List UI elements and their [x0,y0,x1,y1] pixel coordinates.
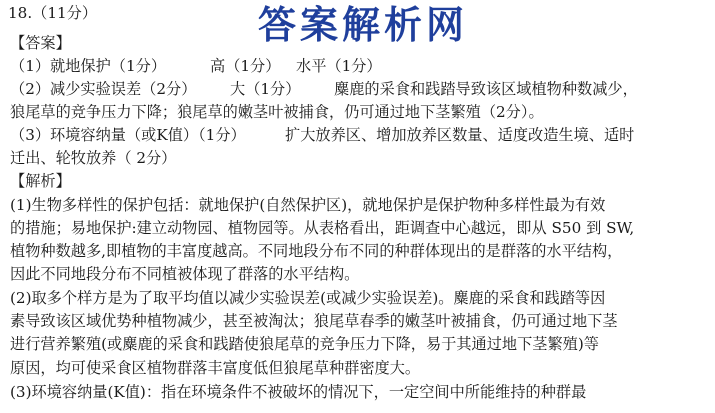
answer-2-part-c: 麋鹿的采食和践踏导致该区域植物种数减少， [334,80,638,98]
answer-line-4 [10,124,634,146]
answer-1-part-b: 高（1分） [210,57,281,75]
answer-line-3: 狼尾草的竞争压力下降；狼尾草的嫩茎叶被捕食，仍可通过地下茎繁殖（2分）。 [10,103,544,121]
analysis-line-7: 进行营养繁殖(或麋鹿的采食和践踏使狼尾草的竞争压力下降，易于其通过地下茎繁殖)等 [10,335,599,353]
answer-1-part-c: 水平（1分） [296,57,382,75]
answer-line-2 [10,78,638,100]
answer-2-part-b: 大（1分） [230,80,301,98]
answer-4-part-a: （3）环境容纳量（或K值）（1分） [10,126,246,144]
analysis-line-4: 因此不同地段分布不同植被体现了群落的水平结构。 [10,265,360,283]
answer-line-1 [10,55,382,77]
analysis-line-3: 植物种数越多,即植物的丰富度越高。不同地段分布不同的种群体现出的是群落的水平结构， [10,242,623,260]
analysis-line-2: 的措施；易地保护:建立动物园、植物园等。从表格看出，距调查中心越远，即从 S50 到 SW, [10,219,635,237]
answer-line-5: 迁出、轮牧放养（ 2分） [10,149,177,167]
answer-4-part-b: 扩大放养区、增加放养区数量、适度改造生境、适时 [285,126,635,144]
analysis-line-1: (1)生物多样性的保护包括：就地保护(自然保护区)，就地保护是保护物种多样性最为有效 [10,196,606,214]
analysis-line-8: 原因，均可使采食区植物群落丰富度低但狼尾草种群密度大。 [10,359,421,377]
answer-heading: 【答案】 [10,34,71,52]
answer-2-part-a: （2）减少实验误差（2分） [10,80,197,98]
analysis-line-6: 素导致该区域优势种植物减少，甚至被淘汰；狼尾草春季的嫩茎叶被捕食，仍可通过地下茎 [10,312,618,330]
watermark-logo: 答案解析网 [258,3,469,47]
analysis-heading: 【解析】 [10,172,71,190]
answer-1-part-a: （1）就地保护（1分） [10,57,167,75]
question-header: 18.（11分） [8,4,98,22]
analysis-line-9: (3)环境容纳量(K值)：指在环境条件不被破坏的情况下，一定空间中所能维持的种群最 [10,383,587,401]
analysis-line-5: (2)取多个样方是为了取平均值以减少实验误差(或减少实验误差)。麋鹿的采食和践踏等因 [10,289,606,307]
